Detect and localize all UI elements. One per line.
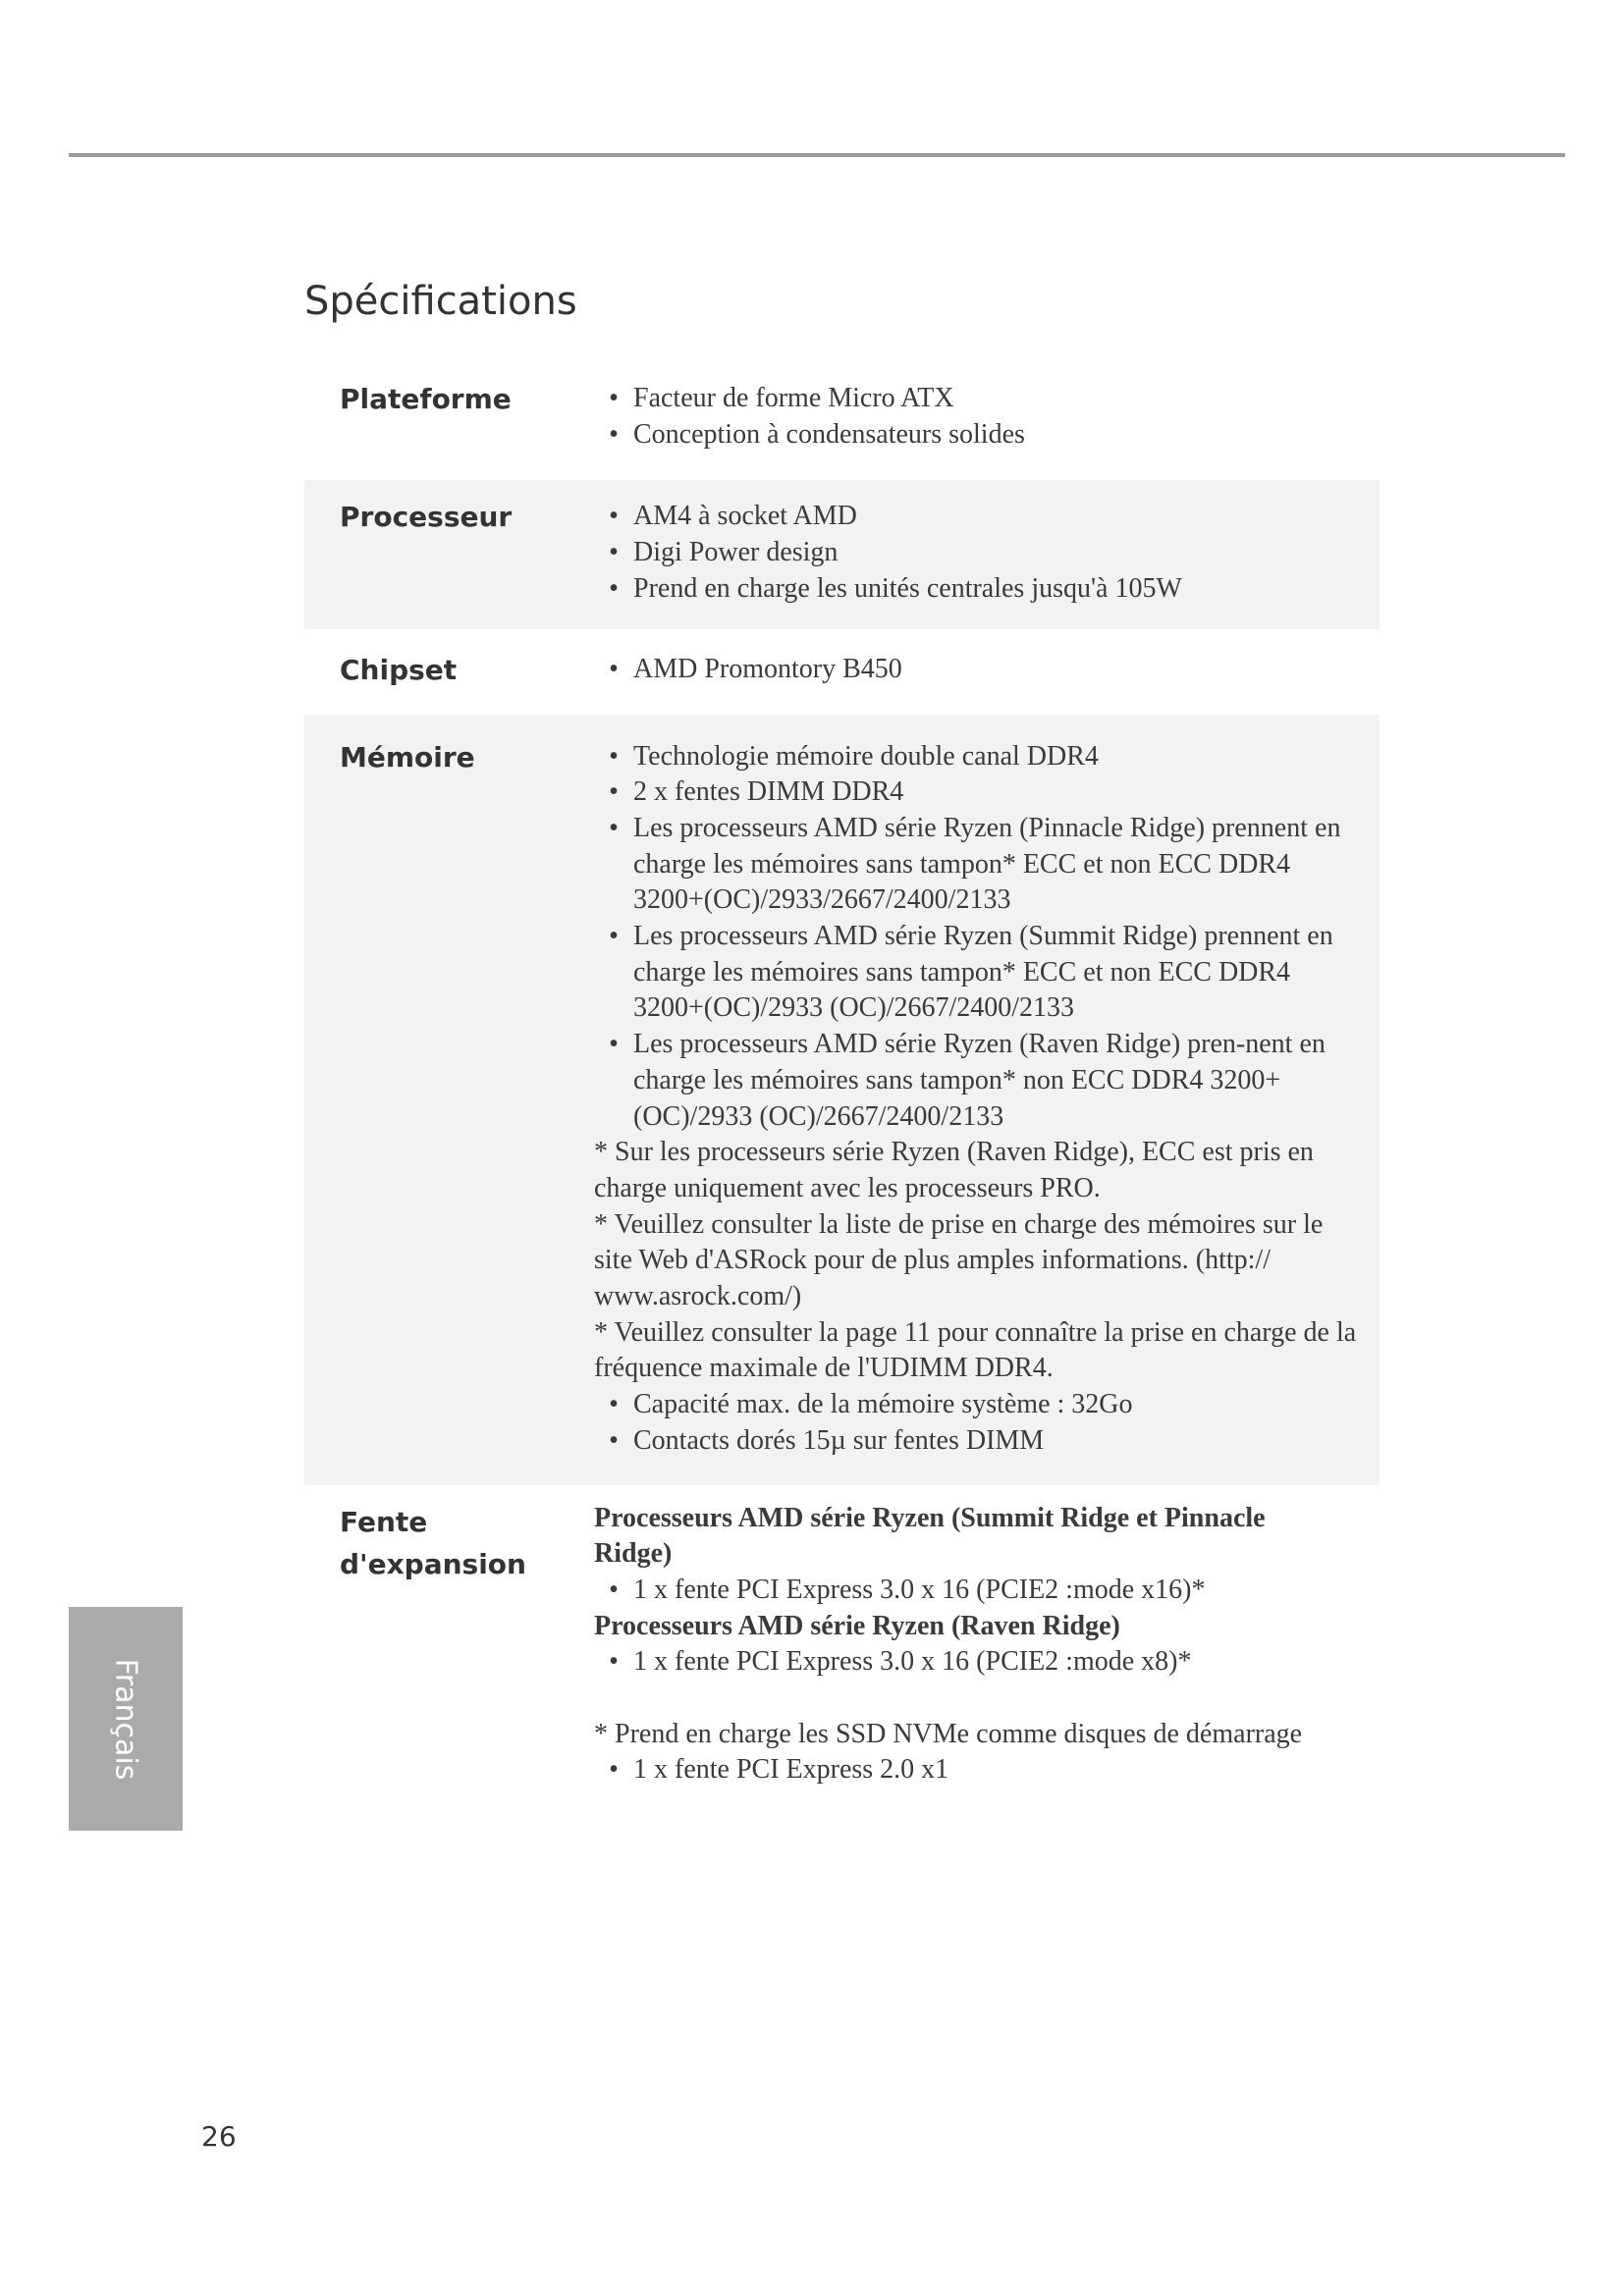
row-plateforme	[304, 373, 1380, 480]
content-chipset	[594, 649, 1380, 691]
label-expansion: Fente d'expansion	[340, 1505, 526, 1580]
footnote: * Veuillez consulter la page 11 pour connaître la prise en charge de la fréquence maximale de l'UDIMM DDR4.	[594, 1316, 1357, 1384]
list-item: • 1 x fente PCI Express 3.0 x 16 (PCIE2 :mode x16)*	[609, 1574, 1206, 1605]
list-item: • Prend en charge les unités centrales jusqu'à 105W	[609, 572, 1182, 604]
list-item: • Les processeurs AMD série Ryzen (Pinnacle Ridge) prennent en charge les mémoires sans tampon* ECC et non ECC DDR4 3200+(OC)/2933/2667/2400/2133	[609, 812, 1341, 916]
list-item: • Contacts dorés 15µ sur fentes DIMM	[609, 1424, 1045, 1456]
row-chipset	[304, 629, 1380, 715]
footnote: * Sur les processeurs série Ryzen (Raven Ridge), ECC est pris en charge uniquement avec les processeurs PRO.	[594, 1137, 1314, 1203]
list-item: • Capacité max. de la mémoire système : 32Go	[609, 1389, 1133, 1420]
subheading: Processeurs AMD série Ryzen (Summit Ridge et Pinnacle Ridge)	[594, 1502, 1266, 1570]
list-item: • Digi Power design	[609, 537, 839, 568]
content-memoire	[594, 736, 1380, 1460]
row-memoire	[304, 715, 1380, 1485]
list-item: • 1 x fente PCI Express 2.0 x1	[609, 1754, 949, 1786]
label-processeur: Processeur	[340, 501, 513, 534]
language-tab-label: Français	[108, 1658, 143, 1780]
footnote: * Veuillez consulter la liste de prise en charge des mémoires sur le site Web d'ASRock pour de plus amples informations. (http:// www.asrock.com/)	[594, 1208, 1324, 1312]
list-item: • Les processeurs AMD série Ryzen (Summit Ridge) prennent en charge les mémoires sans tampon* ECC et non ECC DDR4 3200+(OC)/2933 (OC)/2667/2400/2133	[609, 921, 1333, 1024]
label-plateforme: Plateforme	[340, 383, 512, 415]
label-chipset: Chipset	[340, 653, 458, 686]
footnote: * Prend en charge les SSD NVMe comme disques de démarrage	[594, 1718, 1303, 1749]
spacer	[594, 1681, 1321, 1717]
spec-table	[304, 373, 1380, 1789]
page-title: Spécifications	[304, 279, 577, 324]
list-item: • Facteur de forme Micro ATX	[609, 383, 954, 413]
label-memoire: Mémoire	[340, 740, 475, 774]
list-item: • AMD Promontory B450	[609, 653, 902, 684]
row-expansion	[304, 1485, 1380, 1789]
list-item: • 2 x fentes DIMM DDR4	[609, 776, 904, 808]
content-plateforme	[594, 378, 1380, 453]
list-item: • AM4 à socket AMD	[609, 501, 857, 532]
list-item: • Conception à condensateurs solides	[609, 418, 1025, 450]
subheading: Processeurs AMD série Ryzen (Raven Ridge)	[594, 1610, 1120, 1641]
content-expansion	[594, 1501, 1380, 1789]
language-tab	[69, 1607, 183, 1831]
top-rule	[69, 153, 1565, 157]
list-item: • Technologie mémoire double canal DDR4	[609, 740, 1099, 772]
page-number: 26	[201, 2120, 237, 2153]
list-item: • Les processeurs AMD série Ryzen (Raven Ridge) pren-nent en charge les mémoires sans tampon* non ECC DDR4 3200+(OC)/2933 (OC)/2667/2400/2133	[609, 1029, 1326, 1132]
list-item: • 1 x fente PCI Express 3.0 x 16 (PCIE2 :mode x8)*	[609, 1646, 1192, 1678]
row-processeur	[304, 480, 1380, 628]
content-processeur	[594, 496, 1380, 607]
